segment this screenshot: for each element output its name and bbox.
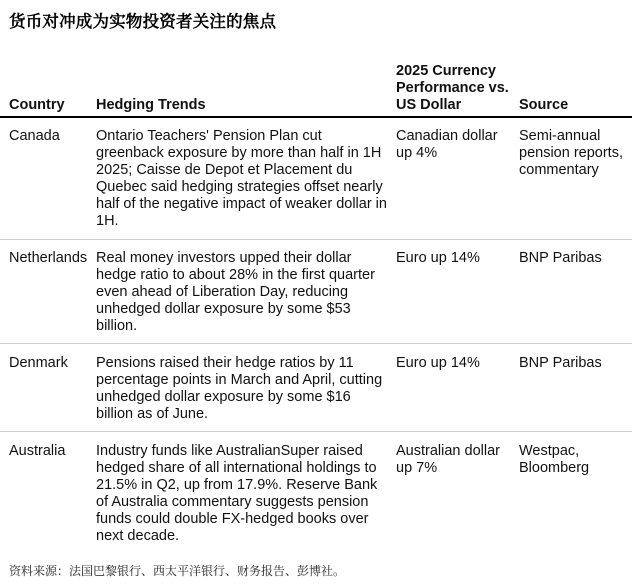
cell-currency-performance: Canadian dollar up 4% — [396, 128, 498, 161]
cell-source: Westpac, Bloomberg — [519, 443, 590, 476]
cell-country: Denmark — [9, 355, 68, 371]
header-currency-performance: 2025 Currency Performance vs. US Dollar — [396, 63, 509, 113]
row-divider — [0, 431, 632, 432]
source-footnote: 资料来源：法国巴黎银行、西太平洋银行、财务报告、彭博社。 — [9, 564, 346, 578]
row-divider — [0, 239, 632, 240]
cell-source: BNP Paribas — [519, 355, 602, 371]
cell-hedging-trends: Real money investors upped their dollar hedge ratio to about 28% in the first quarter even ahead of Liberation Day, reducing unhedged dollar exposure by some $53 billion. — [96, 250, 375, 334]
cell-country: Canada — [9, 128, 60, 144]
header-hedging-trends: Hedging Trends — [96, 97, 206, 113]
header-divider — [0, 116, 632, 118]
row-divider — [0, 343, 632, 344]
cell-source: Semi-annual pension reports, commentary — [519, 128, 623, 178]
cell-hedging-trends: Ontario Teachers' Pension Plan cut greenback exposure by more than half in 1H 2025; Caisse de Depot et Placement du Quebec said hedging strategies offset nearly half of the negative impact of weaker dollar in 1H. — [96, 128, 387, 229]
cell-hedging-trends: Industry funds like AustralianSuper raised hedged share of all international holdings to 21.5% in Q2, up from 17.9%. Reserve Bank of Australia commentary suggests pension funds could double FX-hedged books over next decade. — [96, 443, 378, 544]
cell-currency-performance: Euro up 14% — [396, 355, 480, 371]
page-title: 货币对冲成为实物投资者关注的焦点 — [9, 12, 277, 31]
cell-currency-performance: Euro up 14% — [396, 250, 480, 266]
cell-country: Australia — [9, 443, 66, 459]
cell-currency-performance: Australian dollar up 7% — [396, 443, 500, 476]
cell-hedging-trends: Pensions raised their hedge ratios by 11 percentage points in March and April, cutting unhedged dollar exposure by some $16 billion as of June. — [96, 355, 383, 422]
table-header — [0, 56, 632, 114]
header-country: Country — [9, 97, 65, 113]
header-source: Source — [519, 97, 569, 113]
cell-source: BNP Paribas — [519, 250, 602, 266]
cell-country: Netherlands — [9, 250, 88, 266]
